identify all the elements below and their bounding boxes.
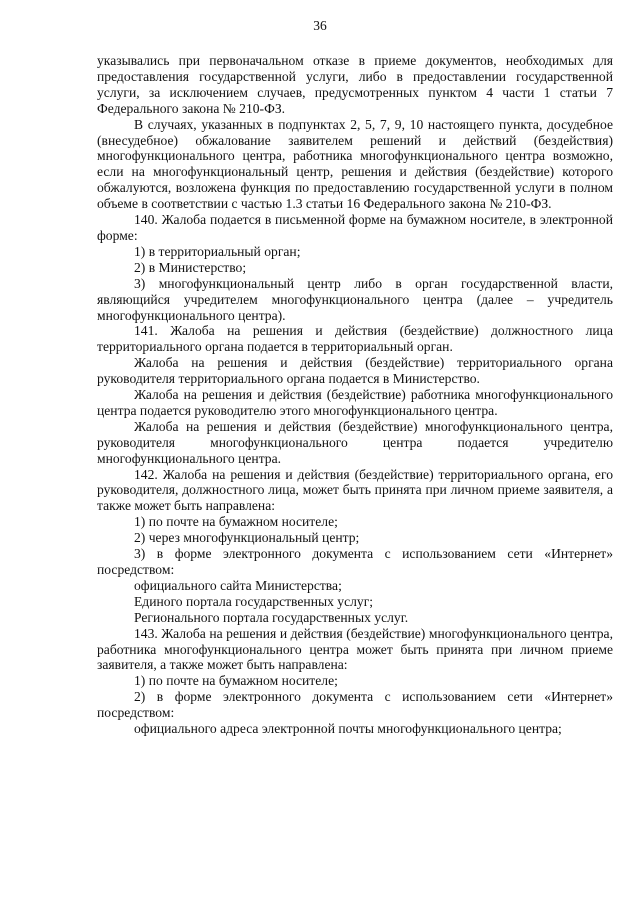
paragraph-143: 143. Жалоба на решения и действия (бездействие) многофункционального центра, работника многофункционального центра может быть принята при личном приеме заявителя, а также может быть направлена:	[97, 625, 613, 673]
page-number: 36	[313, 18, 327, 33]
list-item: 3) в форме электронного документа с использованием сети «Интернет» посредством:	[97, 546, 613, 577]
list-item: 1) в территориальный орган;	[134, 243, 301, 259]
list-item: 2) через многофункциональный центр;	[134, 530, 360, 546]
paragraph-140: 140. Жалоба подается в письменной форме на бумажном носителе, в электронной форме:	[97, 212, 613, 243]
paragraph: Жалоба на решения и действия (бездействие) работника многофункционального центра подается руководителю этого многофункционального центра.	[97, 387, 613, 418]
list-item: 2) в Министерство;	[134, 259, 247, 275]
paragraph-141: 141. Жалоба на решения и действия (бездействие) должностного лица территориального органа подается в территориальный орган.	[97, 323, 613, 355]
sub-list-item: Единого портала государственных услуг;	[134, 593, 374, 609]
sub-list-item: официального адреса электронной почты многофункционального центра;	[134, 721, 562, 737]
sub-list-item: Регионального портала государственных услуг.	[134, 609, 409, 625]
sub-list-item: официального сайта Министерства;	[134, 577, 342, 593]
paragraph: В случаях, указанных в подпунктах 2, 5, 7, 9, 10 настоящего пункта, досудебное (внесудебное) обжалование заявителем решений и действий (бездействия) многофункционального центра, работника многофункционального центра возможно, если на многофункциональный центр, решения и действия (бездействие) которого обжалуются, возложена функция по предоставлению государственной услуги в полном объеме в соответствии с частью 1.3 статьи 16 Федерального закона № 210-ФЗ.	[97, 116, 613, 212]
list-item: 1) по почте на бумажном носителе;	[134, 673, 338, 689]
paragraph: указывались при первоначальном отказе в приеме документов, необходимых для предоставления государственной услуги, либо в предоставлении государственной услуги, за исключением случаев, предусмотренных пунктом 4 части 1 статьи 7 Федерального закона № 210-ФЗ.	[97, 53, 613, 116]
paragraph: Жалоба на решения и действия (бездействие) территориального органа руководителя территориального органа подается в Министерство.	[97, 355, 613, 387]
list-item: 3) многофункциональный центр либо в орган государственной власти, являющийся учредителем многофункционального центра (далее – учредитель многофункционального центра).	[97, 275, 613, 323]
list-item: 1) по почте на бумажном носителе;	[134, 514, 338, 530]
paragraph: Жалоба на решения и действия (бездействие) многофункционального центра, руководителя многофункционального центра подается учредителю многофункционального центра.	[97, 418, 613, 466]
document-body	[97, 53, 613, 737]
list-item: 2) в форме электронного документа с использованием сети «Интернет» посредством:	[97, 689, 613, 721]
paragraph-142: 142. Жалоба на решения и действия (бездействие) территориального органа, его руководителя, должностного лица, может быть принята при личном приеме заявителя, а также может быть направлена:	[97, 466, 613, 514]
